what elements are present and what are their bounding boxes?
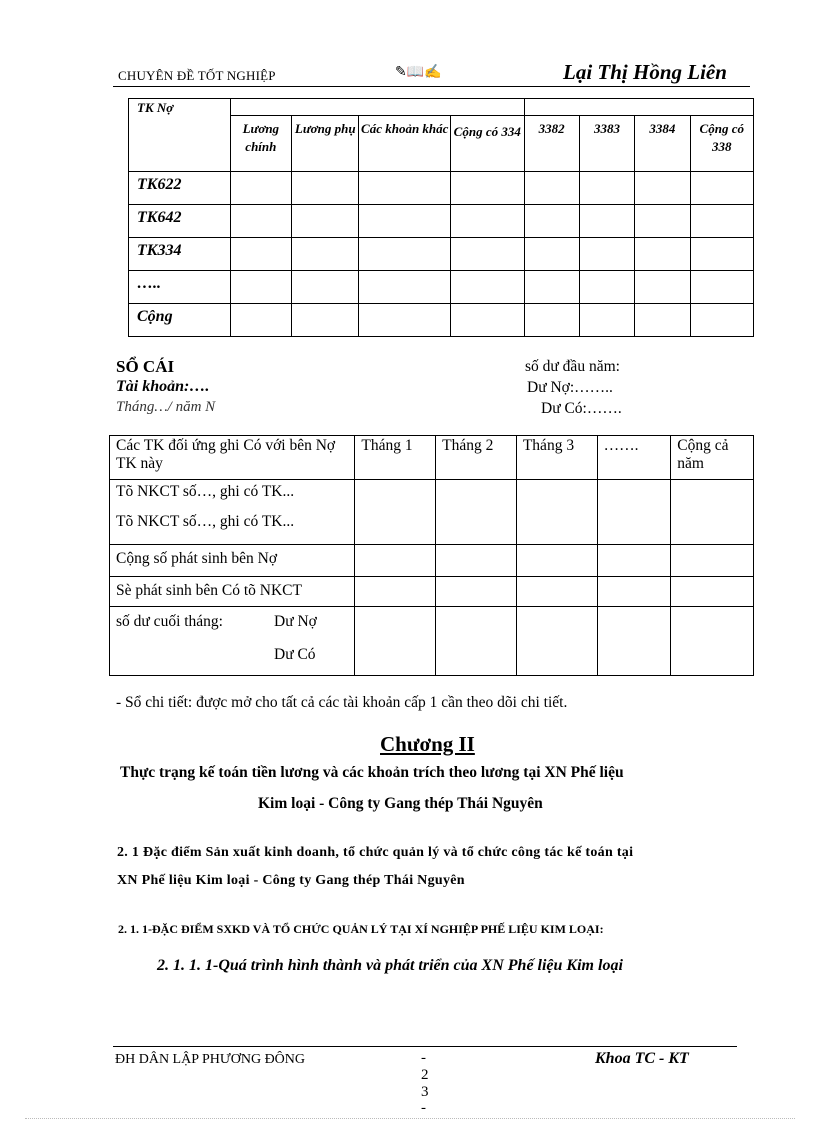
ledger-period: Tháng…/ năm N	[116, 399, 216, 415]
col-header: …….	[597, 436, 671, 480]
row-label: Cộng số phát sinh bên Nợ	[110, 545, 355, 577]
row-label: …..	[129, 271, 231, 304]
opening-debit: Dư Nợ:……..	[527, 379, 613, 396]
footer-faculty: Khoa TC - KT	[595, 1050, 689, 1067]
footer-school: ĐH DÂN LẬP PHƯƠNG ĐÔNG	[115, 1052, 306, 1067]
col-header: Tháng 3	[516, 436, 597, 480]
col-header: Các khoản khác	[359, 116, 451, 172]
col-header: Cộng có 338	[690, 116, 753, 172]
page-number-digit: 2	[421, 1067, 429, 1083]
row-label	[110, 607, 355, 676]
col-header: 3382	[524, 116, 579, 172]
section-2-1-line1: 2. 1 Đặc điểm Sản xuất kinh doanh, tổ chức quản lý và tổ chức công tác kế toán tại	[117, 845, 634, 860]
page-edge	[25, 1118, 795, 1119]
section-2-1-line2: XN Phế liệu Kim loại - Công ty Gang thép Thái Nguyên	[117, 873, 465, 888]
row-label: TK642	[129, 205, 231, 238]
col-header: Lương phụ	[292, 116, 359, 172]
opening-credit: Dư Có:…….	[541, 400, 622, 417]
ledger-account: Tài khoản:….	[116, 378, 210, 395]
author-name: Lại Thị Hồng Liên	[563, 60, 727, 84]
col-header: 3383	[579, 116, 634, 172]
header-left: CHUYÊN ĐỀ TỐT NGHIỆP	[118, 68, 276, 83]
row-label: Cộng	[129, 304, 231, 337]
ornament-icon: ✎📖✍	[395, 65, 442, 80]
header-group-338	[524, 99, 754, 116]
chapter-subtitle-line2: Kim loại - Công ty Gang thép Thái Nguyên	[258, 795, 543, 812]
closing-credit: Dư Có	[274, 646, 316, 663]
ledger-title: SỔ CÁI	[116, 357, 175, 376]
col-header: 3384	[635, 116, 690, 172]
page-number-dash: -	[421, 1100, 426, 1116]
header-group-334	[230, 99, 524, 116]
opening-balance: số dư đầu năm:	[525, 358, 620, 375]
closing-debit: Dư Nợ	[274, 613, 317, 630]
col-header: Tháng 1	[355, 436, 436, 480]
row-label: Sè phát sinh bên Có tõ NKCT	[110, 577, 355, 607]
row-label: TK622	[129, 172, 231, 205]
chapter-subtitle-line1: Thực trạng kế toán tiền lương và các khoản trích theo lương tại XN Phế liệu	[120, 764, 624, 781]
ledger-table	[109, 435, 754, 676]
detail-note: - Sổ chi tiết: được mở cho tất cả các tài khoản cấp 1 cần theo dõi chi tiết.	[116, 694, 568, 711]
header-rule	[113, 86, 750, 87]
chapter-title: Chương II	[380, 732, 475, 756]
col-header: Lương chính	[230, 116, 291, 172]
salary-allocation-table	[128, 98, 754, 337]
corner-cell: TK Nợ	[129, 99, 231, 172]
page-number-digit: 3	[421, 1084, 429, 1100]
col-header: Các TK đối ứng ghi Có với bên Nợ TK này	[110, 436, 355, 480]
section-2-1-1: 2. 1. 1-ĐẶC ĐIỂM SXKD VÀ TỔ CHỨC QUẢN LÝ TẠI XÍ NGHIỆP PHẾ LIỆU KIM LOẠI:	[118, 922, 604, 936]
source-line: Tõ NKCT số…, ghi có TK...	[116, 513, 295, 530]
source-line: Tõ NKCT số…, ghi có TK...	[116, 483, 295, 500]
col-header: Cộng cả năm	[671, 436, 754, 480]
closing-label: số dư cuối tháng:	[116, 613, 223, 630]
page-number-dash: -	[421, 1050, 426, 1066]
row-label	[110, 480, 355, 545]
section-2-1-1-1: 2. 1. 1. 1-Quá trình hình thành và phát triển của XN Phế liệu Kim loại	[157, 957, 623, 974]
col-header: Cộng có 334	[451, 116, 524, 172]
col-header: Tháng 2	[436, 436, 517, 480]
footer-rule	[113, 1046, 737, 1047]
row-label: TK334	[129, 238, 231, 271]
